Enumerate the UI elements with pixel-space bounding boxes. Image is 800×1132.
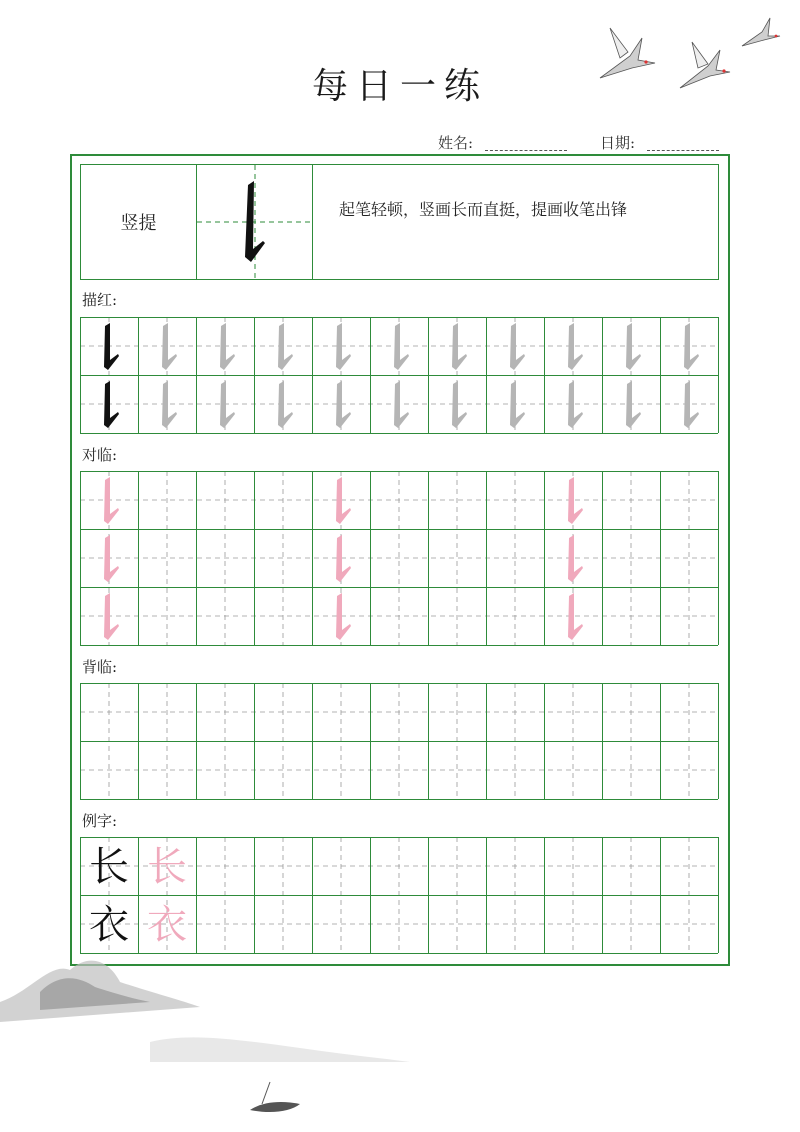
recall-grid[interactable]: [80, 683, 719, 801]
trace-vertical-hook: [162, 381, 177, 428]
name-blank[interactable]: [485, 137, 567, 151]
copy-label: 对临:: [82, 446, 118, 464]
stroke-name: 竖提: [81, 165, 197, 279]
copy-vertical-hook: [336, 535, 351, 582]
example-char: 衣: [89, 902, 129, 948]
trace-vertical-hook: [336, 381, 351, 428]
copy-vertical-hook: [568, 477, 583, 524]
trace-grid[interactable]: [80, 317, 719, 435]
trace-vertical-hook: [162, 323, 177, 370]
copy-vertical-hook: [104, 477, 119, 524]
trace-vertical-hook: [626, 381, 641, 428]
example-char: 长: [89, 844, 129, 890]
stroke-model-box: [197, 165, 313, 279]
example-trace-char: 长: [147, 844, 187, 890]
trace-vertical-hook: [452, 323, 467, 370]
trace-vertical-hook: [394, 323, 409, 370]
trace-label: 描红:: [82, 291, 118, 309]
crane-decoration: [580, 8, 790, 98]
stroke-model-svg: [197, 165, 313, 279]
trace-vertical-hook: [278, 381, 293, 428]
trace-vertical-hook: [568, 381, 583, 428]
stroke-description: 起笔轻顿，竖画长而直挺，提画收笔出锋: [339, 200, 628, 219]
trace-vertical-hook: [220, 381, 235, 428]
trace-vertical-hook: [336, 323, 351, 370]
trace-vertical-hook: [568, 323, 583, 370]
copy-vertical-hook: [104, 593, 119, 640]
trace-vertical-hook: [626, 323, 641, 370]
trace-grid-svg[interactable]: [80, 317, 719, 435]
date-blank[interactable]: [647, 137, 719, 151]
name-label: 姓名:: [438, 134, 474, 152]
copy-grid[interactable]: [80, 471, 719, 647]
copy-vertical-hook: [336, 477, 351, 524]
trace-vertical-hook: [684, 323, 699, 370]
date-field[interactable]: [600, 132, 719, 153]
trace-vertical-hook: [278, 323, 293, 370]
copy-vertical-hook: [568, 535, 583, 582]
copy-vertical-hook: [104, 535, 119, 582]
model-vertical-hook: [104, 381, 119, 428]
recall-grid-svg[interactable]: [80, 683, 719, 801]
trace-vertical-hook: [394, 381, 409, 428]
examples-label: 例字:: [82, 812, 118, 830]
model-vertical-hook: [104, 323, 119, 370]
trace-vertical-hook: [510, 381, 525, 428]
ink-landscape-decoration: [0, 932, 420, 1132]
trace-vertical-hook: [684, 381, 699, 428]
example-trace-char: 衣: [147, 902, 187, 948]
date-label: 日期:: [600, 134, 636, 152]
page-title: 每日一练: [311, 66, 488, 107]
trace-vertical-hook: [220, 323, 235, 370]
stroke-info-box: [80, 164, 719, 280]
copy-vertical-hook: [568, 593, 583, 640]
trace-vertical-hook: [452, 381, 467, 428]
copy-grid-svg[interactable]: [80, 471, 719, 647]
trace-vertical-hook: [510, 323, 525, 370]
copy-vertical-hook: [336, 593, 351, 640]
name-field[interactable]: [438, 132, 567, 153]
recall-label: 背临:: [82, 658, 118, 676]
